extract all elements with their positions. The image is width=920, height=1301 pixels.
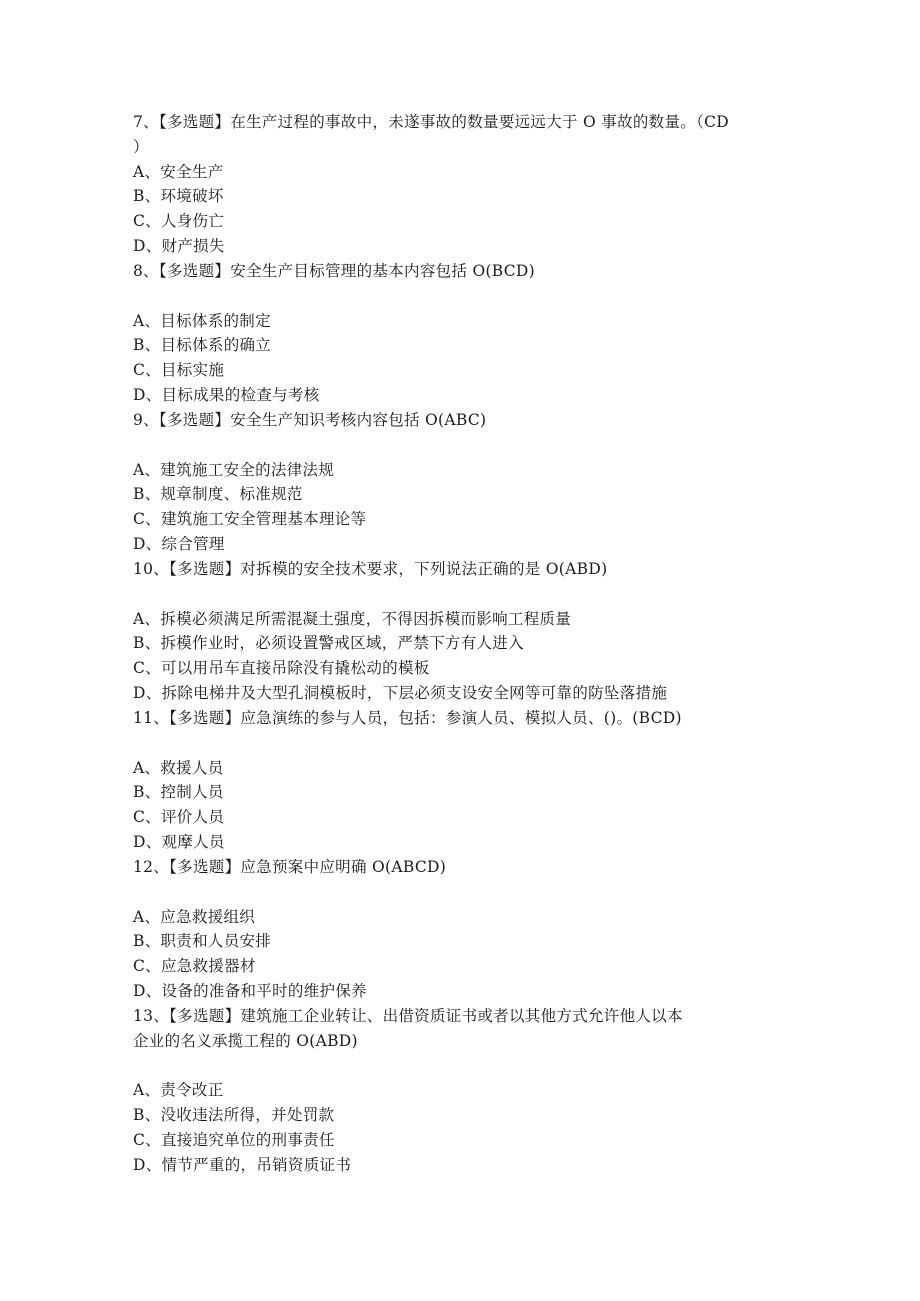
option-c: C、人身伤亡 [133, 212, 225, 231]
question-stem-continued: ） [133, 137, 149, 156]
option-a: A、建筑施工安全的法律法规 [133, 460, 335, 479]
blank-line [133, 1053, 793, 1078]
option-b: B、环境破坏 [133, 187, 224, 206]
option-c: C、建筑施工安全管理基本理论等 [133, 510, 367, 529]
question-block [133, 706, 793, 855]
option-a: A、责令改正 [133, 1081, 224, 1100]
question-block [133, 557, 793, 706]
blank-line [133, 433, 793, 458]
option-d: D、设备的准备和平时的维护保养 [133, 981, 367, 1000]
option-a: A、拆模必须满足所需混凝土强度，不得因拆模而影响工程质量 [133, 609, 572, 628]
option-d: D、财产损失 [133, 236, 225, 255]
blank-line [133, 880, 793, 905]
option-c: C、直接追究单位的刑事责任 [133, 1130, 335, 1149]
option-d: D、拆除电梯井及大型孔洞模板时，下层必须支设安全网等可靠的防坠落措施 [133, 683, 668, 702]
option-b: B、职责和人员安排 [133, 932, 272, 951]
option-d: D、目标成果的检查与考核 [133, 385, 320, 404]
question-stem: 10、【多选题】对拆模的安全技术要求，下列说法正确的是 O(ABD) [133, 559, 608, 578]
option-a: A、应急救援组织 [133, 907, 256, 926]
option-a: A、目标体系的制定 [133, 311, 271, 330]
option-c: C、可以用吊车直接吊除没有撬松动的模板 [133, 659, 430, 678]
option-d: D、综合管理 [133, 534, 225, 553]
question-block [133, 408, 793, 557]
option-b: B、控制人员 [133, 783, 224, 802]
option-a: A、安全生产 [133, 162, 224, 181]
option-b: B、没收违法所得，并处罚款 [133, 1106, 335, 1125]
blank-line [133, 284, 793, 309]
option-b: B、规章制度、标准规范 [133, 485, 303, 504]
question-stem: 8、【多选题】安全生产目标管理的基本内容包括 O(BCD) [133, 261, 536, 280]
question-block [133, 259, 793, 408]
blank-line [133, 731, 793, 756]
blank-line [133, 582, 793, 607]
option-c: C、应急救援器材 [133, 957, 256, 976]
option-d: D、观摩人员 [133, 832, 225, 851]
question-stem: 9、【多选题】安全生产知识考核内容包括 O(ABC) [133, 410, 487, 429]
option-d: D、情节严重的，吊销资质证书 [133, 1155, 352, 1174]
question-stem: 11、【多选题】应急演练的参与人员，包括：参演人员、模拟人员、()。(BCD) [133, 708, 682, 727]
question-stem: 12、【多选题】应急预案中应明确 O(ABCD) [133, 857, 447, 876]
option-c: C、目标实施 [133, 361, 225, 380]
question-stem: 13、【多选题】建筑施工企业转让、出借资质证书或者以其他方式允许他人以本 [133, 1006, 683, 1025]
question-block [133, 110, 793, 259]
question-block [133, 855, 793, 1004]
question-stem-continued: 企业的名义承揽工程的 O(ABD) [133, 1031, 358, 1050]
option-a: A、救援人员 [133, 758, 224, 777]
option-b: B、拆模作业时，必须设置警戒区域，严禁下方有人进入 [133, 634, 524, 653]
document-body [133, 110, 793, 1177]
option-b: B、目标体系的确立 [133, 336, 272, 355]
option-c: C、评价人员 [133, 808, 225, 827]
question-stem: 7、【多选题】在生产过程的事故中，未遂事故的数量要远远大于 O 事故的数量。（CD [133, 113, 730, 131]
question-block [133, 1004, 793, 1178]
